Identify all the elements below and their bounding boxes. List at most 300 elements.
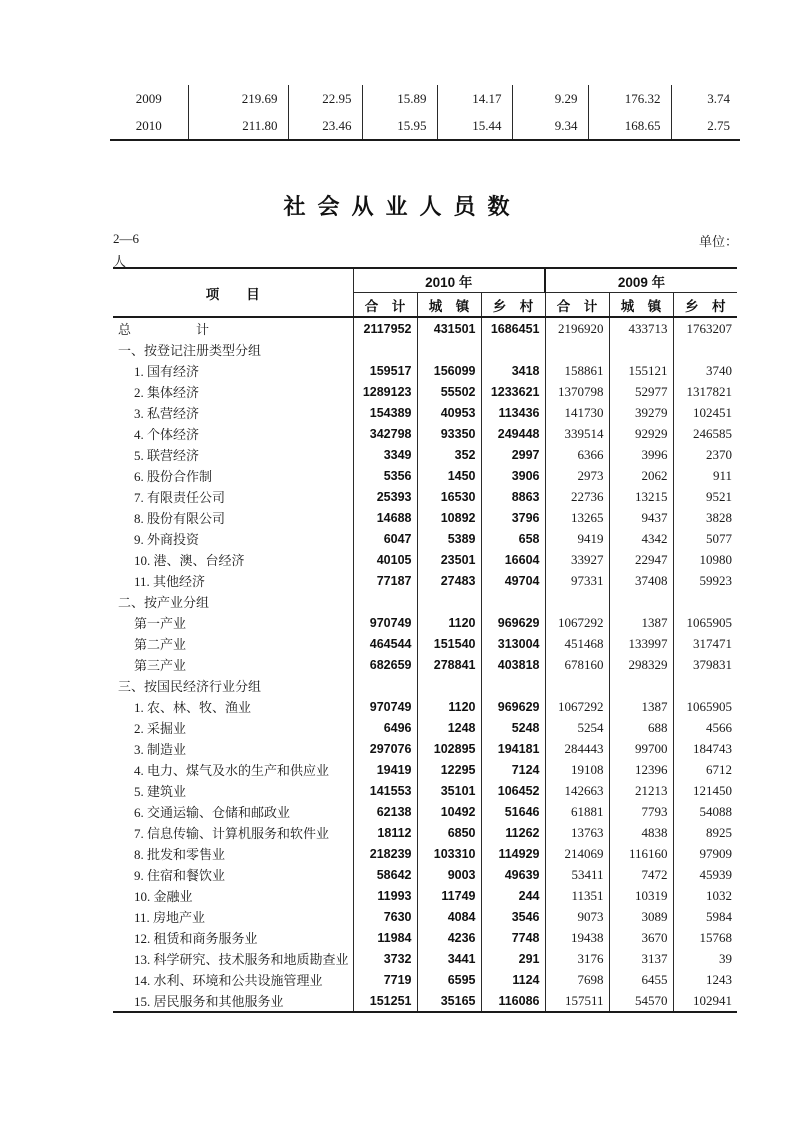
value-cell: 278841 [417, 654, 481, 675]
value-cell: 7698 [545, 969, 609, 990]
value-cell: 970749 [353, 612, 417, 633]
item-label: 第一产业 [113, 612, 353, 633]
value-cell: 969629 [481, 696, 545, 717]
value-cell: 10892 [417, 507, 481, 528]
value-cell: 54570 [609, 990, 673, 1012]
value-cell: 11749 [417, 885, 481, 906]
value-cell: 1120 [417, 612, 481, 633]
table-row [113, 339, 737, 360]
table-row [113, 360, 737, 381]
value-cell: 1248 [417, 717, 481, 738]
value-cell: 3906 [481, 465, 545, 486]
value-cell: 451468 [545, 633, 609, 654]
value-cell: 3996 [609, 444, 673, 465]
value-cell: 15.89 [362, 85, 437, 112]
item-label: 7. 信息传输、计算机服务和软件业 [113, 822, 353, 843]
value-cell: 1289123 [353, 381, 417, 402]
value-cell: 52977 [609, 381, 673, 402]
value-cell: 10980 [673, 549, 737, 570]
value-cell: 313004 [481, 633, 545, 654]
value-cell [481, 591, 545, 612]
value-cell: 54088 [673, 801, 737, 822]
value-cell: 1387 [609, 696, 673, 717]
value-cell: 40953 [417, 402, 481, 423]
value-cell: 40105 [353, 549, 417, 570]
value-cell: 3828 [673, 507, 737, 528]
value-cell: 1067292 [545, 612, 609, 633]
item-label: 2. 集体经济 [113, 381, 353, 402]
value-cell: 431501 [417, 317, 481, 339]
value-cell: 3796 [481, 507, 545, 528]
value-cell: 151251 [353, 990, 417, 1012]
header-2010-total: 合 计 [353, 293, 417, 318]
value-cell: 969629 [481, 612, 545, 633]
table-row [113, 465, 737, 486]
value-cell: 8925 [673, 822, 737, 843]
item-label: 10. 金融业 [113, 885, 353, 906]
value-cell [353, 591, 417, 612]
value-cell: 10319 [609, 885, 673, 906]
item-label: 2. 采掘业 [113, 717, 353, 738]
value-cell: 339514 [545, 423, 609, 444]
value-cell: 7719 [353, 969, 417, 990]
value-cell: 13265 [545, 507, 609, 528]
table-row [113, 738, 737, 759]
value-cell: 1450 [417, 465, 481, 486]
value-cell: 157511 [545, 990, 609, 1012]
value-cell: 102451 [673, 402, 737, 423]
item-label: 1. 农、林、牧、渔业 [113, 696, 353, 717]
value-cell: 27483 [417, 570, 481, 591]
value-cell [417, 675, 481, 696]
table-row [113, 864, 737, 885]
value-cell: 19438 [545, 927, 609, 948]
value-cell: 9073 [545, 906, 609, 927]
value-cell: 7472 [609, 864, 673, 885]
value-cell: 158861 [545, 360, 609, 381]
table-row [113, 528, 737, 549]
year-2009-header: 2009 年 [545, 268, 737, 293]
value-cell: 244 [481, 885, 545, 906]
value-cell: 97909 [673, 843, 737, 864]
value-cell: 92929 [609, 423, 673, 444]
value-cell: 1032 [673, 885, 737, 906]
item-label: 6. 股份合作制 [113, 465, 353, 486]
item-label: 1. 国有经济 [113, 360, 353, 381]
value-cell: 23501 [417, 549, 481, 570]
item-label: 4. 电力、煤气及水的生产和供应业 [113, 759, 353, 780]
value-cell: 1065905 [673, 696, 737, 717]
value-cell: 39279 [609, 402, 673, 423]
value-cell: 62138 [353, 801, 417, 822]
table-row [113, 780, 737, 801]
value-cell: 116086 [481, 990, 545, 1012]
value-cell: 284443 [545, 738, 609, 759]
value-cell: 1243 [673, 969, 737, 990]
value-cell: 15768 [673, 927, 737, 948]
value-cell: 317471 [673, 633, 737, 654]
unit-value: 人 [113, 254, 127, 269]
value-cell: 51646 [481, 801, 545, 822]
table-row [113, 423, 737, 444]
value-cell: 77187 [353, 570, 417, 591]
value-cell: 211.80 [188, 112, 288, 140]
item-label: 4. 个体经济 [113, 423, 353, 444]
value-cell: 23.46 [288, 112, 362, 140]
table-row [113, 633, 737, 654]
value-cell: 2062 [609, 465, 673, 486]
value-cell: 3349 [353, 444, 417, 465]
value-cell [353, 339, 417, 360]
value-cell: 1067292 [545, 696, 609, 717]
value-cell [673, 591, 737, 612]
top-table-body [110, 85, 740, 140]
value-cell: 14688 [353, 507, 417, 528]
value-cell: 5077 [673, 528, 737, 549]
value-cell: 102941 [673, 990, 737, 1012]
table-row [113, 927, 737, 948]
value-cell: 176.32 [588, 85, 671, 112]
header-2010-urban: 城 镇 [417, 293, 481, 318]
value-cell: 3089 [609, 906, 673, 927]
value-cell: 464544 [353, 633, 417, 654]
header-2009-rural: 乡 村 [673, 293, 737, 318]
value-cell: 970749 [353, 696, 417, 717]
value-cell: 102895 [417, 738, 481, 759]
table-row [113, 717, 737, 738]
value-cell: 1124 [481, 969, 545, 990]
value-cell: 16530 [417, 486, 481, 507]
value-cell: 155121 [609, 360, 673, 381]
value-cell [545, 339, 609, 360]
value-cell: 5389 [417, 528, 481, 549]
value-cell [609, 675, 673, 696]
value-cell: 106452 [481, 780, 545, 801]
value-cell: 13215 [609, 486, 673, 507]
value-cell: 156099 [417, 360, 481, 381]
value-cell: 1387 [609, 612, 673, 633]
value-cell: 246585 [673, 423, 737, 444]
value-cell [545, 591, 609, 612]
table-row [113, 549, 737, 570]
value-cell: 22.95 [288, 85, 362, 112]
item-label: 三、按国民经济行业分组 [113, 675, 353, 696]
item-label: 10. 港、澳、台经济 [113, 549, 353, 570]
value-cell: 1370798 [545, 381, 609, 402]
value-cell: 658 [481, 528, 545, 549]
value-cell: 9521 [673, 486, 737, 507]
value-cell: 33927 [545, 549, 609, 570]
value-cell: 151540 [417, 633, 481, 654]
value-cell [417, 339, 481, 360]
value-cell: 133997 [609, 633, 673, 654]
value-cell: 3732 [353, 948, 417, 969]
item-label: 9. 外商投资 [113, 528, 353, 549]
table-code: 2—6 [113, 231, 139, 246]
table-row [110, 85, 740, 112]
value-cell: 9.29 [512, 85, 588, 112]
value-cell: 59923 [673, 570, 737, 591]
table-row [113, 444, 737, 465]
value-cell [545, 675, 609, 696]
value-cell: 35165 [417, 990, 481, 1012]
table-row [110, 112, 740, 140]
table-row [113, 612, 737, 633]
item-label: 8. 股份有限公司 [113, 507, 353, 528]
value-cell: 7124 [481, 759, 545, 780]
value-cell: 5248 [481, 717, 545, 738]
value-cell: 379831 [673, 654, 737, 675]
table-row [113, 507, 737, 528]
value-cell: 2997 [481, 444, 545, 465]
main-table [113, 267, 737, 1013]
table-row [113, 759, 737, 780]
item-label: 8. 批发和零售业 [113, 843, 353, 864]
value-cell: 12396 [609, 759, 673, 780]
item-label: 14. 水利、环境和公共设施管理业 [113, 969, 353, 990]
table-row [113, 822, 737, 843]
value-cell: 21213 [609, 780, 673, 801]
value-cell: 10492 [417, 801, 481, 822]
value-cell: 113436 [481, 402, 545, 423]
value-cell: 4838 [609, 822, 673, 843]
table-row [113, 801, 737, 822]
value-cell: 7630 [353, 906, 417, 927]
table-row [113, 885, 737, 906]
value-cell: 58642 [353, 864, 417, 885]
main-table-header [113, 268, 737, 317]
item-label: 6. 交通运输、仓储和邮政业 [113, 801, 353, 822]
value-cell: 6047 [353, 528, 417, 549]
previous-table-fragment [110, 85, 740, 141]
value-cell: 16604 [481, 549, 545, 570]
year-header-row [113, 268, 737, 293]
value-cell: 114929 [481, 843, 545, 864]
value-cell: 9.34 [512, 112, 588, 140]
value-cell: 6850 [417, 822, 481, 843]
meta-row [113, 231, 738, 250]
item-label: 二、按产业分组 [113, 591, 353, 612]
value-cell: 159517 [353, 360, 417, 381]
value-cell: 403818 [481, 654, 545, 675]
item-label: 7. 有限责任公司 [113, 486, 353, 507]
value-cell: 298329 [609, 654, 673, 675]
header-2010-rural: 乡 村 [481, 293, 545, 318]
value-cell: 6496 [353, 717, 417, 738]
table-row [113, 675, 737, 696]
table-row [113, 402, 737, 423]
value-cell: 37408 [609, 570, 673, 591]
value-cell: 3740 [673, 360, 737, 381]
value-cell: 9419 [545, 528, 609, 549]
value-cell: 142663 [545, 780, 609, 801]
value-cell: 3137 [609, 948, 673, 969]
value-cell: 678160 [545, 654, 609, 675]
value-cell: 4566 [673, 717, 737, 738]
value-cell: 297076 [353, 738, 417, 759]
value-cell: 25393 [353, 486, 417, 507]
value-cell: 1065905 [673, 612, 737, 633]
year-cell: 2010 [135, 117, 162, 133]
item-label: 第二产业 [113, 633, 353, 654]
value-cell: 22736 [545, 486, 609, 507]
value-cell: 61881 [545, 801, 609, 822]
value-cell: 53411 [545, 864, 609, 885]
value-cell: 219.69 [188, 85, 288, 112]
value-cell: 19419 [353, 759, 417, 780]
item-label: 12. 租赁和商务服务业 [113, 927, 353, 948]
value-cell: 11984 [353, 927, 417, 948]
value-cell: 121450 [673, 780, 737, 801]
value-cell: 249448 [481, 423, 545, 444]
value-cell: 5984 [673, 906, 737, 927]
value-cell: 9003 [417, 864, 481, 885]
value-cell: 4236 [417, 927, 481, 948]
table-row [113, 591, 737, 612]
value-cell: 688 [609, 717, 673, 738]
value-cell: 5356 [353, 465, 417, 486]
value-cell: 291 [481, 948, 545, 969]
value-cell: 5254 [545, 717, 609, 738]
year-cell: 2009 [135, 90, 162, 106]
item-label: 总 计 [113, 317, 353, 339]
value-cell: 154389 [353, 402, 417, 423]
value-cell: 99700 [609, 738, 673, 759]
table-row [113, 843, 737, 864]
item-label: 5. 建筑业 [113, 780, 353, 801]
table-row [113, 317, 737, 339]
value-cell: 2.75 [671, 112, 740, 140]
table-row [113, 654, 737, 675]
table-row [113, 486, 737, 507]
table-row [113, 696, 737, 717]
value-cell: 97331 [545, 570, 609, 591]
item-column-header: 项 目 [113, 268, 353, 317]
value-cell: 19108 [545, 759, 609, 780]
table-row [113, 990, 737, 1012]
value-cell: 1686451 [481, 317, 545, 339]
value-cell: 141553 [353, 780, 417, 801]
header-2009-total: 合 计 [545, 293, 609, 318]
value-cell [481, 339, 545, 360]
value-cell: 342798 [353, 423, 417, 444]
value-cell: 15.44 [437, 112, 512, 140]
value-cell [609, 339, 673, 360]
page-title: 社会从业人员数 [283, 194, 522, 219]
value-cell: 184743 [673, 738, 737, 759]
value-cell [673, 339, 737, 360]
value-cell: 13763 [545, 822, 609, 843]
value-cell: 3176 [545, 948, 609, 969]
value-cell: 3.74 [671, 85, 740, 112]
value-cell: 682659 [353, 654, 417, 675]
value-cell: 3441 [417, 948, 481, 969]
table-row [113, 948, 737, 969]
table-row [113, 906, 737, 927]
value-cell: 2196920 [545, 317, 609, 339]
item-label: 第三产业 [113, 654, 353, 675]
value-cell: 11993 [353, 885, 417, 906]
value-cell: 168.65 [588, 112, 671, 140]
value-cell: 194181 [481, 738, 545, 759]
value-cell [673, 675, 737, 696]
value-cell: 3546 [481, 906, 545, 927]
value-cell: 103310 [417, 843, 481, 864]
header-2009-urban: 城 镇 [609, 293, 673, 318]
item-label: 一、按登记注册类型分组 [113, 339, 353, 360]
value-cell: 433713 [609, 317, 673, 339]
value-cell: 911 [673, 465, 737, 486]
value-cell [481, 675, 545, 696]
main-table-body [113, 317, 737, 1012]
value-cell: 1233621 [481, 381, 545, 402]
value-cell: 1317821 [673, 381, 737, 402]
value-cell: 4084 [417, 906, 481, 927]
value-cell [609, 591, 673, 612]
value-cell: 116160 [609, 843, 673, 864]
item-label: 11. 房地产业 [113, 906, 353, 927]
value-cell: 218239 [353, 843, 417, 864]
value-cell: 45939 [673, 864, 737, 885]
value-cell: 214069 [545, 843, 609, 864]
value-cell: 9437 [609, 507, 673, 528]
item-label: 11. 其他经济 [113, 570, 353, 591]
value-cell: 2117952 [353, 317, 417, 339]
value-cell: 14.17 [437, 85, 512, 112]
value-cell: 141730 [545, 402, 609, 423]
value-cell [353, 675, 417, 696]
value-cell: 11351 [545, 885, 609, 906]
item-label: 3. 私营经济 [113, 402, 353, 423]
value-cell: 8863 [481, 486, 545, 507]
value-cell: 3670 [609, 927, 673, 948]
value-cell: 18112 [353, 822, 417, 843]
item-label: 9. 住宿和餐饮业 [113, 864, 353, 885]
value-cell: 39 [673, 948, 737, 969]
value-cell: 1120 [417, 696, 481, 717]
value-cell: 35101 [417, 780, 481, 801]
value-cell: 7748 [481, 927, 545, 948]
value-cell: 49704 [481, 570, 545, 591]
table-row [113, 570, 737, 591]
year-2010-header: 2010 年 [353, 268, 545, 293]
value-cell: 12295 [417, 759, 481, 780]
unit-label: 单位： [698, 234, 738, 249]
value-cell: 1763207 [673, 317, 737, 339]
value-cell: 6595 [417, 969, 481, 990]
value-cell: 6366 [545, 444, 609, 465]
value-cell: 22947 [609, 549, 673, 570]
value-cell: 15.95 [362, 112, 437, 140]
value-cell [417, 591, 481, 612]
value-cell: 6712 [673, 759, 737, 780]
table-row [113, 969, 737, 990]
value-cell: 55502 [417, 381, 481, 402]
item-label: 13. 科学研究、技术服务和地质勘查业 [113, 948, 353, 969]
value-cell: 2370 [673, 444, 737, 465]
value-cell: 7793 [609, 801, 673, 822]
item-label: 15. 居民服务和其他服务业 [113, 990, 353, 1012]
item-label: 3. 制造业 [113, 738, 353, 759]
value-cell: 3418 [481, 360, 545, 381]
value-cell: 11262 [481, 822, 545, 843]
table-row [113, 381, 737, 402]
value-cell: 6455 [609, 969, 673, 990]
item-label: 5. 联营经济 [113, 444, 353, 465]
value-cell: 93350 [417, 423, 481, 444]
value-cell: 2973 [545, 465, 609, 486]
value-cell: 4342 [609, 528, 673, 549]
